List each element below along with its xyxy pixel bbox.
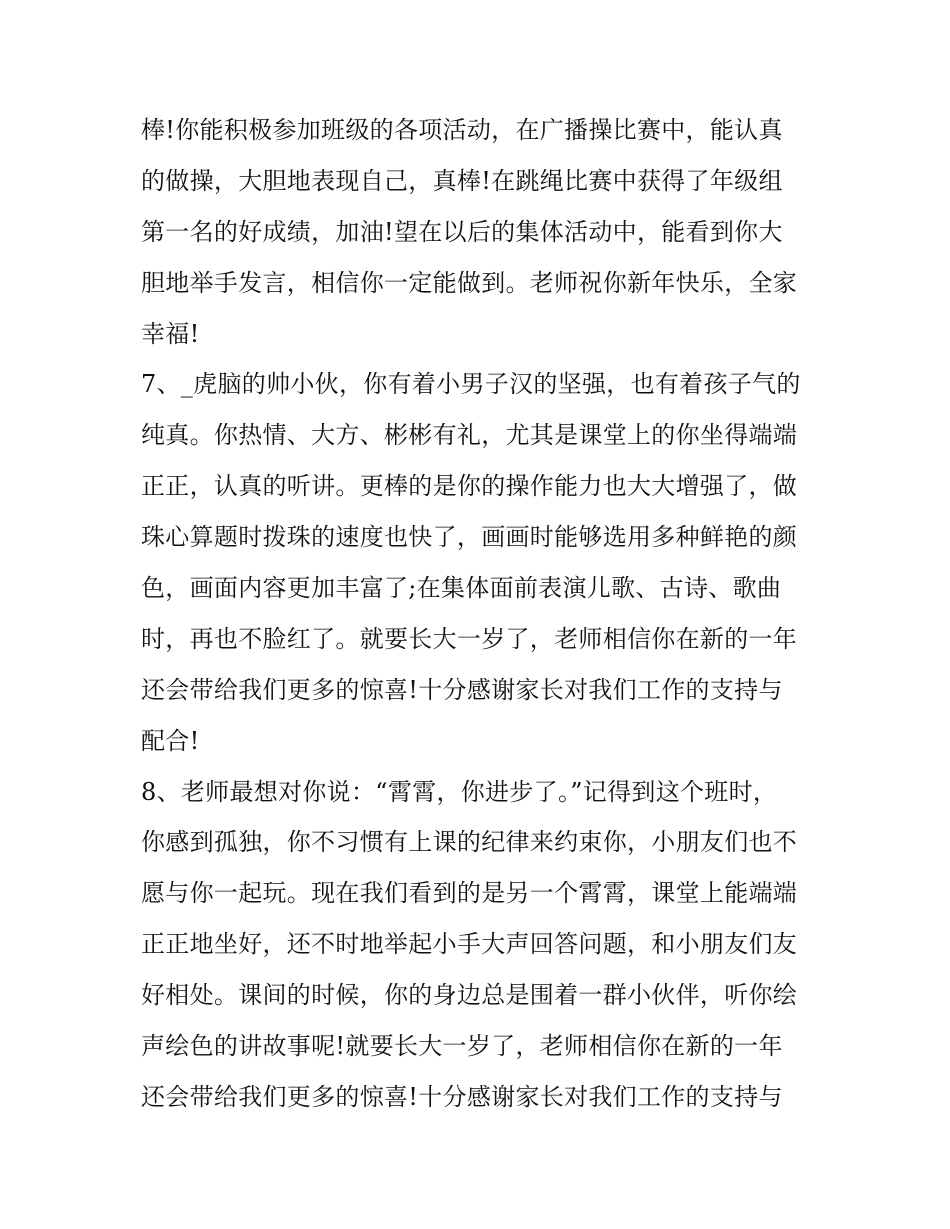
text-line: 正正地坐好，还不时地举起小手大声回答问题，和小朋友们友 <box>141 930 798 959</box>
text-line: 幸福! <box>141 319 200 348</box>
text-line: 珠心算题时拨珠的速度也快了，画画时能够选用多种鲜艳的颜 <box>141 523 798 552</box>
text-line: 声绘色的讲故事呢!就要长大一岁了，老师相信你在新的一年 <box>141 1032 783 1061</box>
text-line: 正正，认真的听讲。更棒的是你的操作能力也大大增强了，做 <box>141 472 798 501</box>
text-line: 好相处。课间的时候，你的身边总是围着一群小伙伴，听你绘 <box>141 981 798 1010</box>
text-line: 的做操，大胆地表现自己，真棒!在跳绳比赛中获得了年级组 <box>141 166 783 195</box>
text-line: 7、_虎脑的帅小伙，你有着小男子汉的坚强，也有着孩子气的 <box>141 370 801 399</box>
text-line: 色，画面内容更加丰富了;在集体面前表演儿歌、古诗、歌曲 <box>141 574 782 603</box>
text-line: 第一名的好成绩，加油!望在以后的集体活动中，能看到你大 <box>141 217 783 246</box>
text-line: 还会带给我们更多的惊喜!十分感谢家长对我们工作的支持与 <box>141 1082 783 1111</box>
text-line: 还会带给我们更多的惊喜!十分感谢家长对我们工作的支持与 <box>141 675 783 704</box>
text-line: 8、老师最想对你说：“霄霄，你进步了。”记得到这个班时， <box>141 777 778 806</box>
text-line: 胆地举手发言，相信你一定能做到。老师祝你新年快乐，全家 <box>141 268 798 297</box>
text-line: 配合! <box>141 726 200 755</box>
text-line: 棒!你能积极参加班级的各项活动，在广播操比赛中，能认真 <box>141 116 783 144</box>
document-body <box>141 105 821 1123</box>
text-line: 愿与你一起玩。现在我们看到的是另一个霄霄，课堂上能端端 <box>141 879 798 908</box>
text-line: 你感到孤独，你不习惯有上课的纪律来约束你，小朋友们也不 <box>141 828 798 857</box>
text-line: 纯真。你热情、大方、彬彬有礼，尤其是课堂上的你坐得端端 <box>141 421 798 450</box>
text-line: 时，再也不脸红了。就要长大一岁了，老师相信你在新的一年 <box>141 624 798 653</box>
